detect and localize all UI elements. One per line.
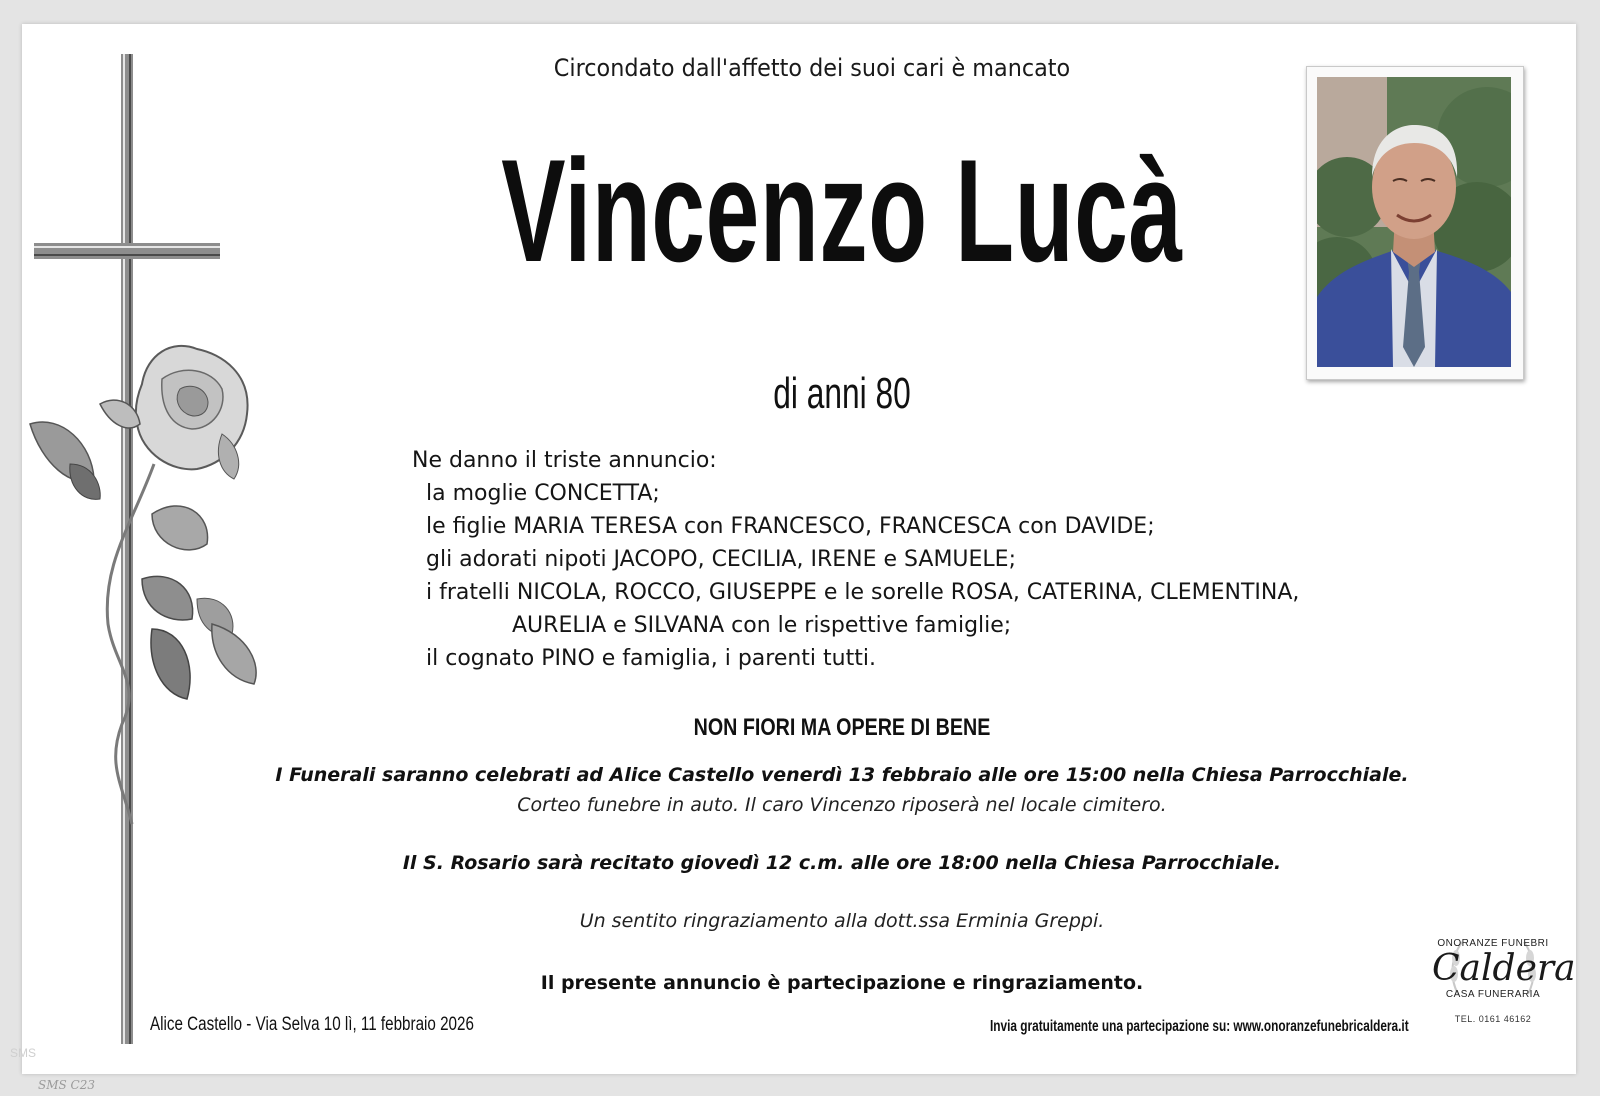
deceased-name: Vincenzo Lucà <box>501 129 1183 292</box>
mourners-line: gli adorati nipoti JACOPO, CECILIA, IRENE e SAMUELE; <box>426 547 1016 572</box>
invite-link[interactable]: Invia gratuitamente una partecipazione su: www.onoranzefunebricaldera.it <box>990 1018 1409 1035</box>
mourners-line: il cognato PINO e famiglia, i parenti tutti. <box>426 646 876 671</box>
portrait-frame <box>1306 66 1524 380</box>
portrait-photo <box>1317 77 1511 367</box>
watermark-code: SMS C23 <box>38 1078 95 1092</box>
logo-phone: TEL. 0161 46162 <box>1454 1014 1532 1024</box>
mourners-line: la moglie CONCETTA; <box>426 481 660 506</box>
mourners-list <box>412 444 1372 675</box>
no-flowers-note: NON FIORI MA OPERE DI BENE <box>693 714 991 741</box>
mourners-line: AURELIA e SILVANA con le rispettive famiglie; <box>512 613 1012 638</box>
mourners-line: i fratelli NICOLA, ROCCO, GIUSEPPE e le sorelle ROSA, CATERINA, CLEMENTINA, <box>426 580 1300 605</box>
rosary-info: Il S. Rosario sarà recitato giovedì 12 c.m. alle ore 18:00 nella Chiesa Parrocchiale. <box>402 852 1282 874</box>
participation-note: Il presente annuncio è partecipazione e ringraziamento. <box>540 972 1144 994</box>
thanks-note: Un sentito ringraziamento alla dott.ssa Erminia Greppi. <box>579 910 1105 932</box>
watermark-faint: SMS <box>10 1046 37 1060</box>
logo-line-1: ONORANZE FUNEBRI <box>1437 938 1549 949</box>
mourners-line: Ne danno il triste annuncio: <box>412 448 717 473</box>
rose-icon <box>30 346 256 824</box>
logo-brand: Caldera <box>1432 948 1576 989</box>
funeral-info: I Funerali saranno celebrati ad Alice Castello venerdì 13 febbraio alle ore 15:00 nella Chiesa Parrocchiale. <box>275 764 1409 786</box>
obituary-card <box>22 24 1576 1074</box>
procession-info: Corteo funebre in auto. Il caro Vincenzo riposerà nel locale cimitero. <box>517 794 1167 816</box>
caldera-logo <box>1432 934 1576 1054</box>
intro-text: Circondato dall'affetto dei suoi cari è mancato <box>553 54 1071 82</box>
place-date: Alice Castello - Via Selva 10 lì, 11 febbraio 2026 <box>150 1014 474 1035</box>
mourners-line: le figlie MARIA TERESA con FRANCESCO, FRANCESCA con DAVIDE; <box>426 514 1155 539</box>
deceased-age: di anni 80 <box>773 369 911 418</box>
logo-line-3: CASA FUNERARIA <box>1445 989 1541 1000</box>
